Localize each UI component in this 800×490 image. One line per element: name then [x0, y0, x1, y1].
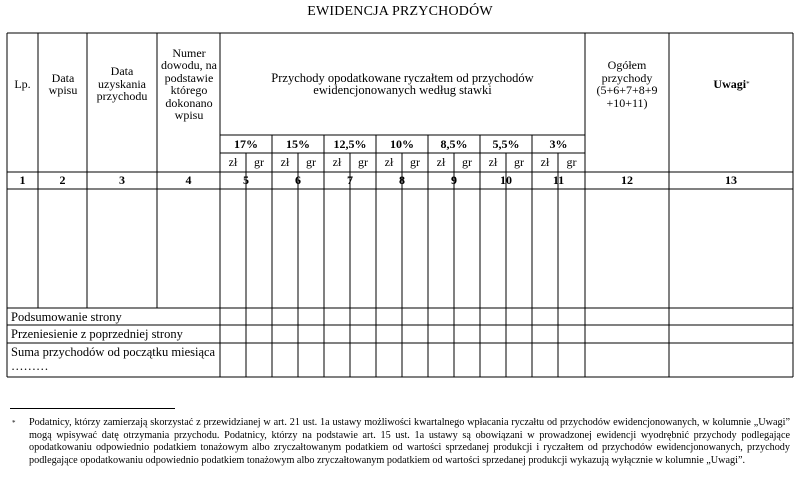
footnote: [12, 417, 790, 467]
rate-8-5: 8,5%: [440, 136, 468, 151]
col-header-uwagi-label: Uwagi: [713, 76, 747, 91]
rate-12-5: 12,5%: [333, 136, 367, 151]
footnote-divider: [10, 408, 175, 409]
col-header-numer-dowodu: Numer dowodu, na podstawie którego dokonano wpisu: [161, 45, 217, 122]
document-title: EWIDENCJA PRZYCHODÓW: [307, 4, 493, 19]
rate-15: 15%: [286, 136, 310, 151]
footnote-text: Podatnicy, którzy zamierzają skorzystać z przewidzianej w art. 21 ust. 1a ustawy możliwości kwartalnego wpłacania ryczałtu od przychodów ewidencjonowanych, w kolumnie „Uwagi” mogą wpisywać datę otrzymania przychodu. Podatnicy, którzy na podstawie art. 15 ust. 1a ustawy są obowiązani w prowadzonej ewidencji wyodrębnić przychody podlegające opodatkowaniu odpowiednio podatkiem tonażowym albo zryczałtowanym podatkiem od wartości sprzedanej produkcji i ryczałtem od przychodów ewidencjonowanych, przychody podlegające opodatkowaniu odpowiednio podatkiem tonażowym albo zryczałtowanym podatkiem od wartości sprzedanej produkcji wykazują wyłącznie w kolumnie „Uwagi”.: [29, 417, 790, 466]
rate-5-5: 5,5%: [492, 136, 520, 151]
col-number: 6: [295, 173, 301, 188]
subcol-gr: gr: [254, 155, 264, 170]
col-number: 5: [243, 173, 249, 188]
col-header-data-uzyskania: Data uzyskania przychodu: [96, 64, 148, 104]
col-number: 9: [451, 173, 457, 188]
col-number: 7: [347, 173, 353, 188]
subcol-zl: zł: [540, 155, 550, 170]
subcol-gr: gr: [462, 155, 472, 170]
subcol-zl: zł: [280, 155, 290, 170]
col-number: 8: [399, 173, 405, 188]
subcol-zl: zł: [228, 155, 238, 170]
subcol-zl: zł: [332, 155, 342, 170]
col-number: 12: [621, 173, 633, 188]
col-number: 11: [552, 173, 565, 188]
col-number: 1: [19, 173, 26, 188]
subcol-gr: gr: [358, 155, 368, 170]
col-header-lp: Lp.: [14, 76, 31, 91]
summary-row-suma-label: Suma przychodów od początku miesiąca: [11, 345, 216, 359]
col-header-uwagi: [670, 33, 793, 135]
footnote-mark: *: [12, 419, 16, 427]
summary-row-podsumowanie: Podsumowanie strony: [11, 310, 122, 324]
col-header-data-wpisu: Data wpisu: [48, 70, 78, 97]
summary-row-suma: [11, 345, 215, 373]
col-number: 10: [500, 173, 512, 188]
subcol-zl: zł: [384, 155, 394, 170]
summary-row-przeniesienie: Przeniesienie z poprzedniej strony: [11, 327, 183, 341]
col-header-przychody: Przychody opodatkowane ryczałtem od przychodów ewidencjonowanych według stawki: [271, 70, 534, 97]
col-number: 4: [185, 173, 192, 188]
col-number: 3: [119, 173, 125, 188]
rate-3: 3%: [549, 136, 568, 151]
subcol-gr: gr: [514, 155, 524, 170]
subcol-gr: gr: [566, 155, 577, 170]
summary-row-suma-dots: ………: [11, 359, 49, 373]
col-number: 2: [59, 173, 66, 188]
rate-10: 10%: [390, 136, 414, 151]
col-header-uwagi-mark: *: [746, 79, 750, 88]
rate-17: 17%: [234, 136, 258, 151]
subcol-zl: zł: [488, 155, 498, 170]
subcol-gr: gr: [306, 155, 316, 170]
col-number: 13: [725, 173, 737, 188]
subcol-gr: gr: [410, 155, 420, 170]
col-header-ogolem: Ogółem przychody (5+6+7+8+9 +10+11): [596, 58, 658, 110]
subcol-zl: zł: [436, 155, 446, 170]
